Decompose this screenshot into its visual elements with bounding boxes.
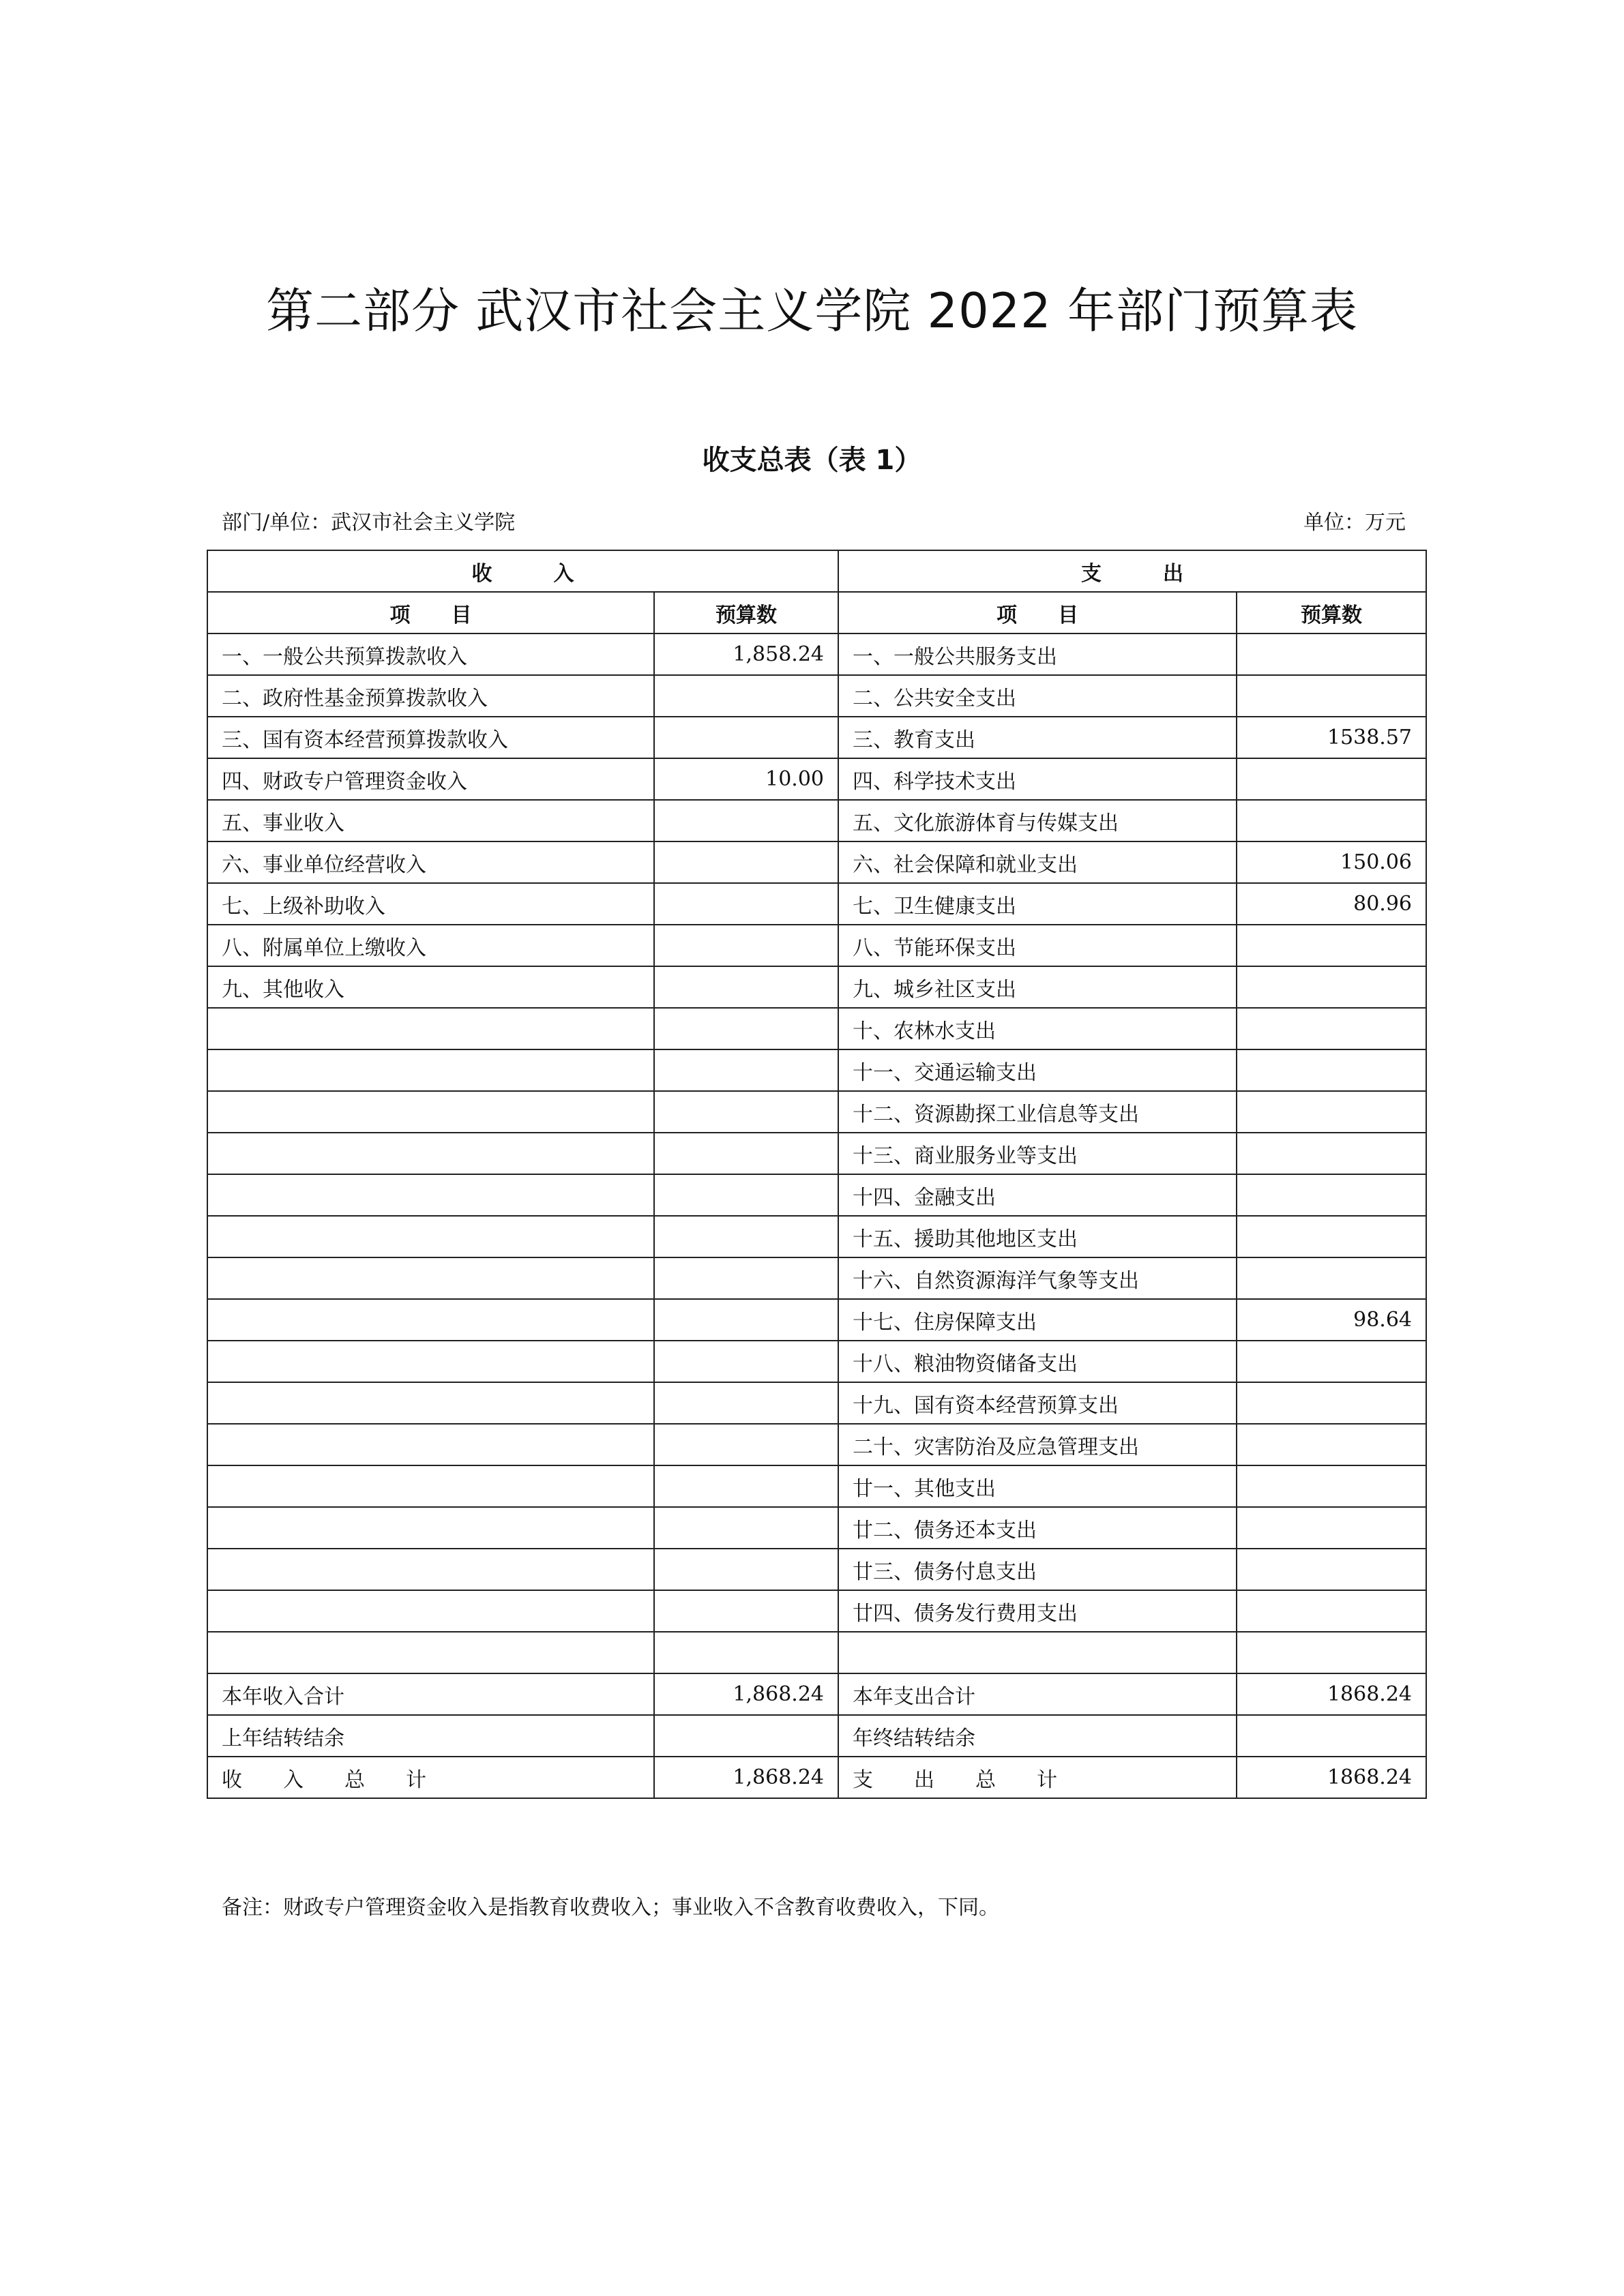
expense-item-cell: 十、农林水支出 bbox=[838, 1008, 1237, 1049]
income-item-cell bbox=[207, 1507, 654, 1549]
department-label: 部门/单位：武汉市社会主义学院 bbox=[222, 511, 516, 535]
income-header: 收 入 bbox=[207, 550, 838, 592]
table-row bbox=[207, 800, 1426, 841]
table-row bbox=[207, 883, 1426, 925]
unit-label: 单位：万元 bbox=[1303, 511, 1406, 535]
expense-amount-cell bbox=[1237, 1091, 1426, 1133]
expense-amount-cell bbox=[1237, 1257, 1426, 1299]
income-amount-cell bbox=[654, 1008, 838, 1049]
expense-item-cell: 十七、住房保障支出 bbox=[838, 1299, 1237, 1341]
table-column-header-row bbox=[207, 592, 1426, 633]
income-amount-cell bbox=[654, 1049, 838, 1091]
income-item-cell bbox=[207, 1424, 654, 1465]
income-amount-cell bbox=[654, 1715, 838, 1757]
income-item-cell bbox=[207, 1049, 654, 1091]
expense-item-cell: 二十、灾害防治及应急管理支出 bbox=[838, 1424, 1237, 1465]
expense-item-cell: 十一、交通运输支出 bbox=[838, 1049, 1237, 1091]
expense-amount-cell: 1868.24 bbox=[1237, 1757, 1426, 1798]
expense-amount-cell bbox=[1237, 1632, 1426, 1673]
income-amount-cell bbox=[654, 1632, 838, 1673]
footnote: 备注：财政专户管理资金收入是指教育收费收入；事业收入不含教育收费收入，下同。 bbox=[222, 1896, 999, 1920]
page-title: 第二部分 武汉市社会主义学院 2022 年部门预算表 bbox=[266, 283, 1358, 339]
expense-item-cell: 十八、粮油物资储备支出 bbox=[838, 1341, 1237, 1382]
income-item-cell bbox=[207, 1008, 654, 1049]
income-item-cell bbox=[207, 1590, 654, 1632]
income-amount-cell bbox=[654, 1507, 838, 1549]
income-item-cell: 三、国有资本经营预算拨款收入 bbox=[207, 717, 654, 758]
expense-amount-cell: 150.06 bbox=[1237, 841, 1426, 883]
expense-amount-cell bbox=[1237, 1216, 1426, 1257]
expense-item-cell: 十四、金融支出 bbox=[838, 1174, 1237, 1216]
income-amount-cell bbox=[654, 1133, 838, 1174]
budget-table bbox=[207, 550, 1427, 1799]
table-row bbox=[207, 966, 1426, 1008]
income-item-cell: 四、财政专户管理资金收入 bbox=[207, 758, 654, 800]
income-amount-cell bbox=[654, 675, 838, 717]
income-item-cell: 二、政府性基金预算拨款收入 bbox=[207, 675, 654, 717]
income-item-cell: 一、一般公共预算拨款收入 bbox=[207, 633, 654, 675]
table-row bbox=[207, 675, 1426, 717]
income-item-cell bbox=[207, 1465, 654, 1507]
expense-amount-cell bbox=[1237, 1424, 1426, 1465]
income-amount-cell: 10.00 bbox=[654, 758, 838, 800]
table-row bbox=[207, 1257, 1426, 1299]
table-row bbox=[207, 1673, 1426, 1715]
income-item-cell: 九、其他收入 bbox=[207, 966, 654, 1008]
income-amount-cell: 1,868.24 bbox=[654, 1757, 838, 1798]
expense-item-cell: 十二、资源勘探工业信息等支出 bbox=[838, 1091, 1237, 1133]
expense-item-cell: 一、一般公共服务支出 bbox=[838, 633, 1237, 675]
expense-amount-cell bbox=[1237, 1049, 1426, 1091]
income-item-cell bbox=[207, 1299, 654, 1341]
expense-item-cell: 二、公共安全支出 bbox=[838, 675, 1237, 717]
income-item-cell bbox=[207, 1632, 654, 1673]
income-amount-cell bbox=[654, 1216, 838, 1257]
income-amount-cell bbox=[654, 1465, 838, 1507]
table-row bbox=[207, 1424, 1426, 1465]
expense-item-cell: 十九、国有资本经营预算支出 bbox=[838, 1382, 1237, 1424]
income-item-cell bbox=[207, 1257, 654, 1299]
income-item-cell bbox=[207, 1216, 654, 1257]
table-row bbox=[207, 1632, 1426, 1673]
income-amount-cell bbox=[654, 1174, 838, 1216]
expense-item-cell: 支 出 总 计 bbox=[838, 1757, 1237, 1798]
expense-amount-cell bbox=[1237, 1715, 1426, 1757]
expense-item-cell: 五、文化旅游体育与传媒支出 bbox=[838, 800, 1237, 841]
expense-item-cell: 十五、援助其他地区支出 bbox=[838, 1216, 1237, 1257]
income-amount-cell bbox=[654, 883, 838, 925]
income-item-cell bbox=[207, 1382, 654, 1424]
table-row bbox=[207, 1507, 1426, 1549]
expense-amount-cell bbox=[1237, 1174, 1426, 1216]
expense-amount-cell: 1868.24 bbox=[1237, 1673, 1426, 1715]
expense-item-cell: 廿四、债务发行费用支出 bbox=[838, 1590, 1237, 1632]
table-row bbox=[207, 1216, 1426, 1257]
income-item-header: 项 目 bbox=[207, 592, 654, 633]
income-item-cell: 六、事业单位经营收入 bbox=[207, 841, 654, 883]
table-row bbox=[207, 1008, 1426, 1049]
table-row bbox=[207, 1757, 1426, 1798]
expense-item-cell: 廿一、其他支出 bbox=[838, 1465, 1237, 1507]
expense-amount-cell bbox=[1237, 1507, 1426, 1549]
income-amount-cell bbox=[654, 1257, 838, 1299]
table-row bbox=[207, 758, 1426, 800]
expense-item-cell: 廿三、债务付息支出 bbox=[838, 1549, 1237, 1590]
income-amount-cell bbox=[654, 925, 838, 966]
expense-item-cell: 十三、商业服务业等支出 bbox=[838, 1133, 1237, 1174]
income-amount-cell bbox=[654, 1424, 838, 1465]
income-item-cell: 八、附属单位上缴收入 bbox=[207, 925, 654, 966]
income-amount-header: 预算数 bbox=[654, 592, 838, 633]
income-item-cell bbox=[207, 1174, 654, 1216]
table-row bbox=[207, 1091, 1426, 1133]
income-amount-cell bbox=[654, 1382, 838, 1424]
table-row bbox=[207, 1465, 1426, 1507]
table-row bbox=[207, 841, 1426, 883]
expense-item-cell: 十六、自然资源海洋气象等支出 bbox=[838, 1257, 1237, 1299]
income-item-cell: 七、上级补助收入 bbox=[207, 883, 654, 925]
income-amount-cell: 1,868.24 bbox=[654, 1673, 838, 1715]
expense-amount-cell bbox=[1237, 1341, 1426, 1382]
table-row bbox=[207, 717, 1426, 758]
table-row bbox=[207, 1049, 1426, 1091]
income-amount-cell bbox=[654, 717, 838, 758]
expense-amount-cell bbox=[1237, 1133, 1426, 1174]
income-amount-cell bbox=[654, 800, 838, 841]
expense-amount-cell bbox=[1237, 675, 1426, 717]
expense-item-cell: 本年支出合计 bbox=[838, 1673, 1237, 1715]
table-group-header-row bbox=[207, 550, 1426, 592]
income-amount-cell bbox=[654, 1299, 838, 1341]
income-item-cell bbox=[207, 1091, 654, 1133]
table-row bbox=[207, 1590, 1426, 1632]
income-amount-cell bbox=[654, 841, 838, 883]
table-row bbox=[207, 1549, 1426, 1590]
expense-item-cell: 九、城乡社区支出 bbox=[838, 966, 1237, 1008]
expense-amount-cell bbox=[1237, 758, 1426, 800]
expense-item-cell: 年终结转结余 bbox=[838, 1715, 1237, 1757]
income-amount-cell bbox=[654, 1341, 838, 1382]
expense-header: 支 出 bbox=[838, 550, 1426, 592]
expense-amount-cell bbox=[1237, 1590, 1426, 1632]
table-row bbox=[207, 1715, 1426, 1757]
income-amount-cell bbox=[654, 1091, 838, 1133]
table-title: 收支总表（表 1） bbox=[702, 445, 922, 476]
income-amount-cell bbox=[654, 1549, 838, 1590]
expense-amount-cell bbox=[1237, 966, 1426, 1008]
expense-amount-cell bbox=[1237, 1382, 1426, 1424]
income-item-cell bbox=[207, 1133, 654, 1174]
expense-amount-cell bbox=[1237, 1549, 1426, 1590]
income-item-cell: 收 入 总 计 bbox=[207, 1757, 654, 1798]
income-amount-cell: 1,858.24 bbox=[654, 633, 838, 675]
expense-item-cell: 四、科学技术支出 bbox=[838, 758, 1237, 800]
table-row bbox=[207, 1382, 1426, 1424]
table-row bbox=[207, 633, 1426, 675]
expense-item-cell: 七、卫生健康支出 bbox=[838, 883, 1237, 925]
income-amount-cell bbox=[654, 1590, 838, 1632]
table-row bbox=[207, 1299, 1426, 1341]
table-row bbox=[207, 1341, 1426, 1382]
expense-amount-cell bbox=[1237, 1465, 1426, 1507]
expense-item-cell: 三、教育支出 bbox=[838, 717, 1237, 758]
expense-item-cell: 六、社会保障和就业支出 bbox=[838, 841, 1237, 883]
expense-amount-cell bbox=[1237, 800, 1426, 841]
expense-amount-cell: 1538.57 bbox=[1237, 717, 1426, 758]
income-item-cell: 五、事业收入 bbox=[207, 800, 654, 841]
table-row bbox=[207, 1133, 1426, 1174]
table-row bbox=[207, 925, 1426, 966]
expense-item-cell: 廿二、债务还本支出 bbox=[838, 1507, 1237, 1549]
income-item-cell bbox=[207, 1341, 654, 1382]
expense-amount-cell bbox=[1237, 925, 1426, 966]
income-item-cell bbox=[207, 1549, 654, 1590]
expense-item-header: 项 目 bbox=[838, 592, 1237, 633]
expense-amount-cell: 98.64 bbox=[1237, 1299, 1426, 1341]
expense-amount-cell bbox=[1237, 633, 1426, 675]
expense-item-cell: 八、节能环保支出 bbox=[838, 925, 1237, 966]
expense-amount-cell: 80.96 bbox=[1237, 883, 1426, 925]
table-row bbox=[207, 1174, 1426, 1216]
expense-item-cell bbox=[838, 1632, 1237, 1673]
expense-amount-header: 预算数 bbox=[1237, 592, 1426, 633]
expense-amount-cell bbox=[1237, 1008, 1426, 1049]
income-amount-cell bbox=[654, 966, 838, 1008]
income-item-cell: 本年收入合计 bbox=[207, 1673, 654, 1715]
income-item-cell: 上年结转结余 bbox=[207, 1715, 654, 1757]
